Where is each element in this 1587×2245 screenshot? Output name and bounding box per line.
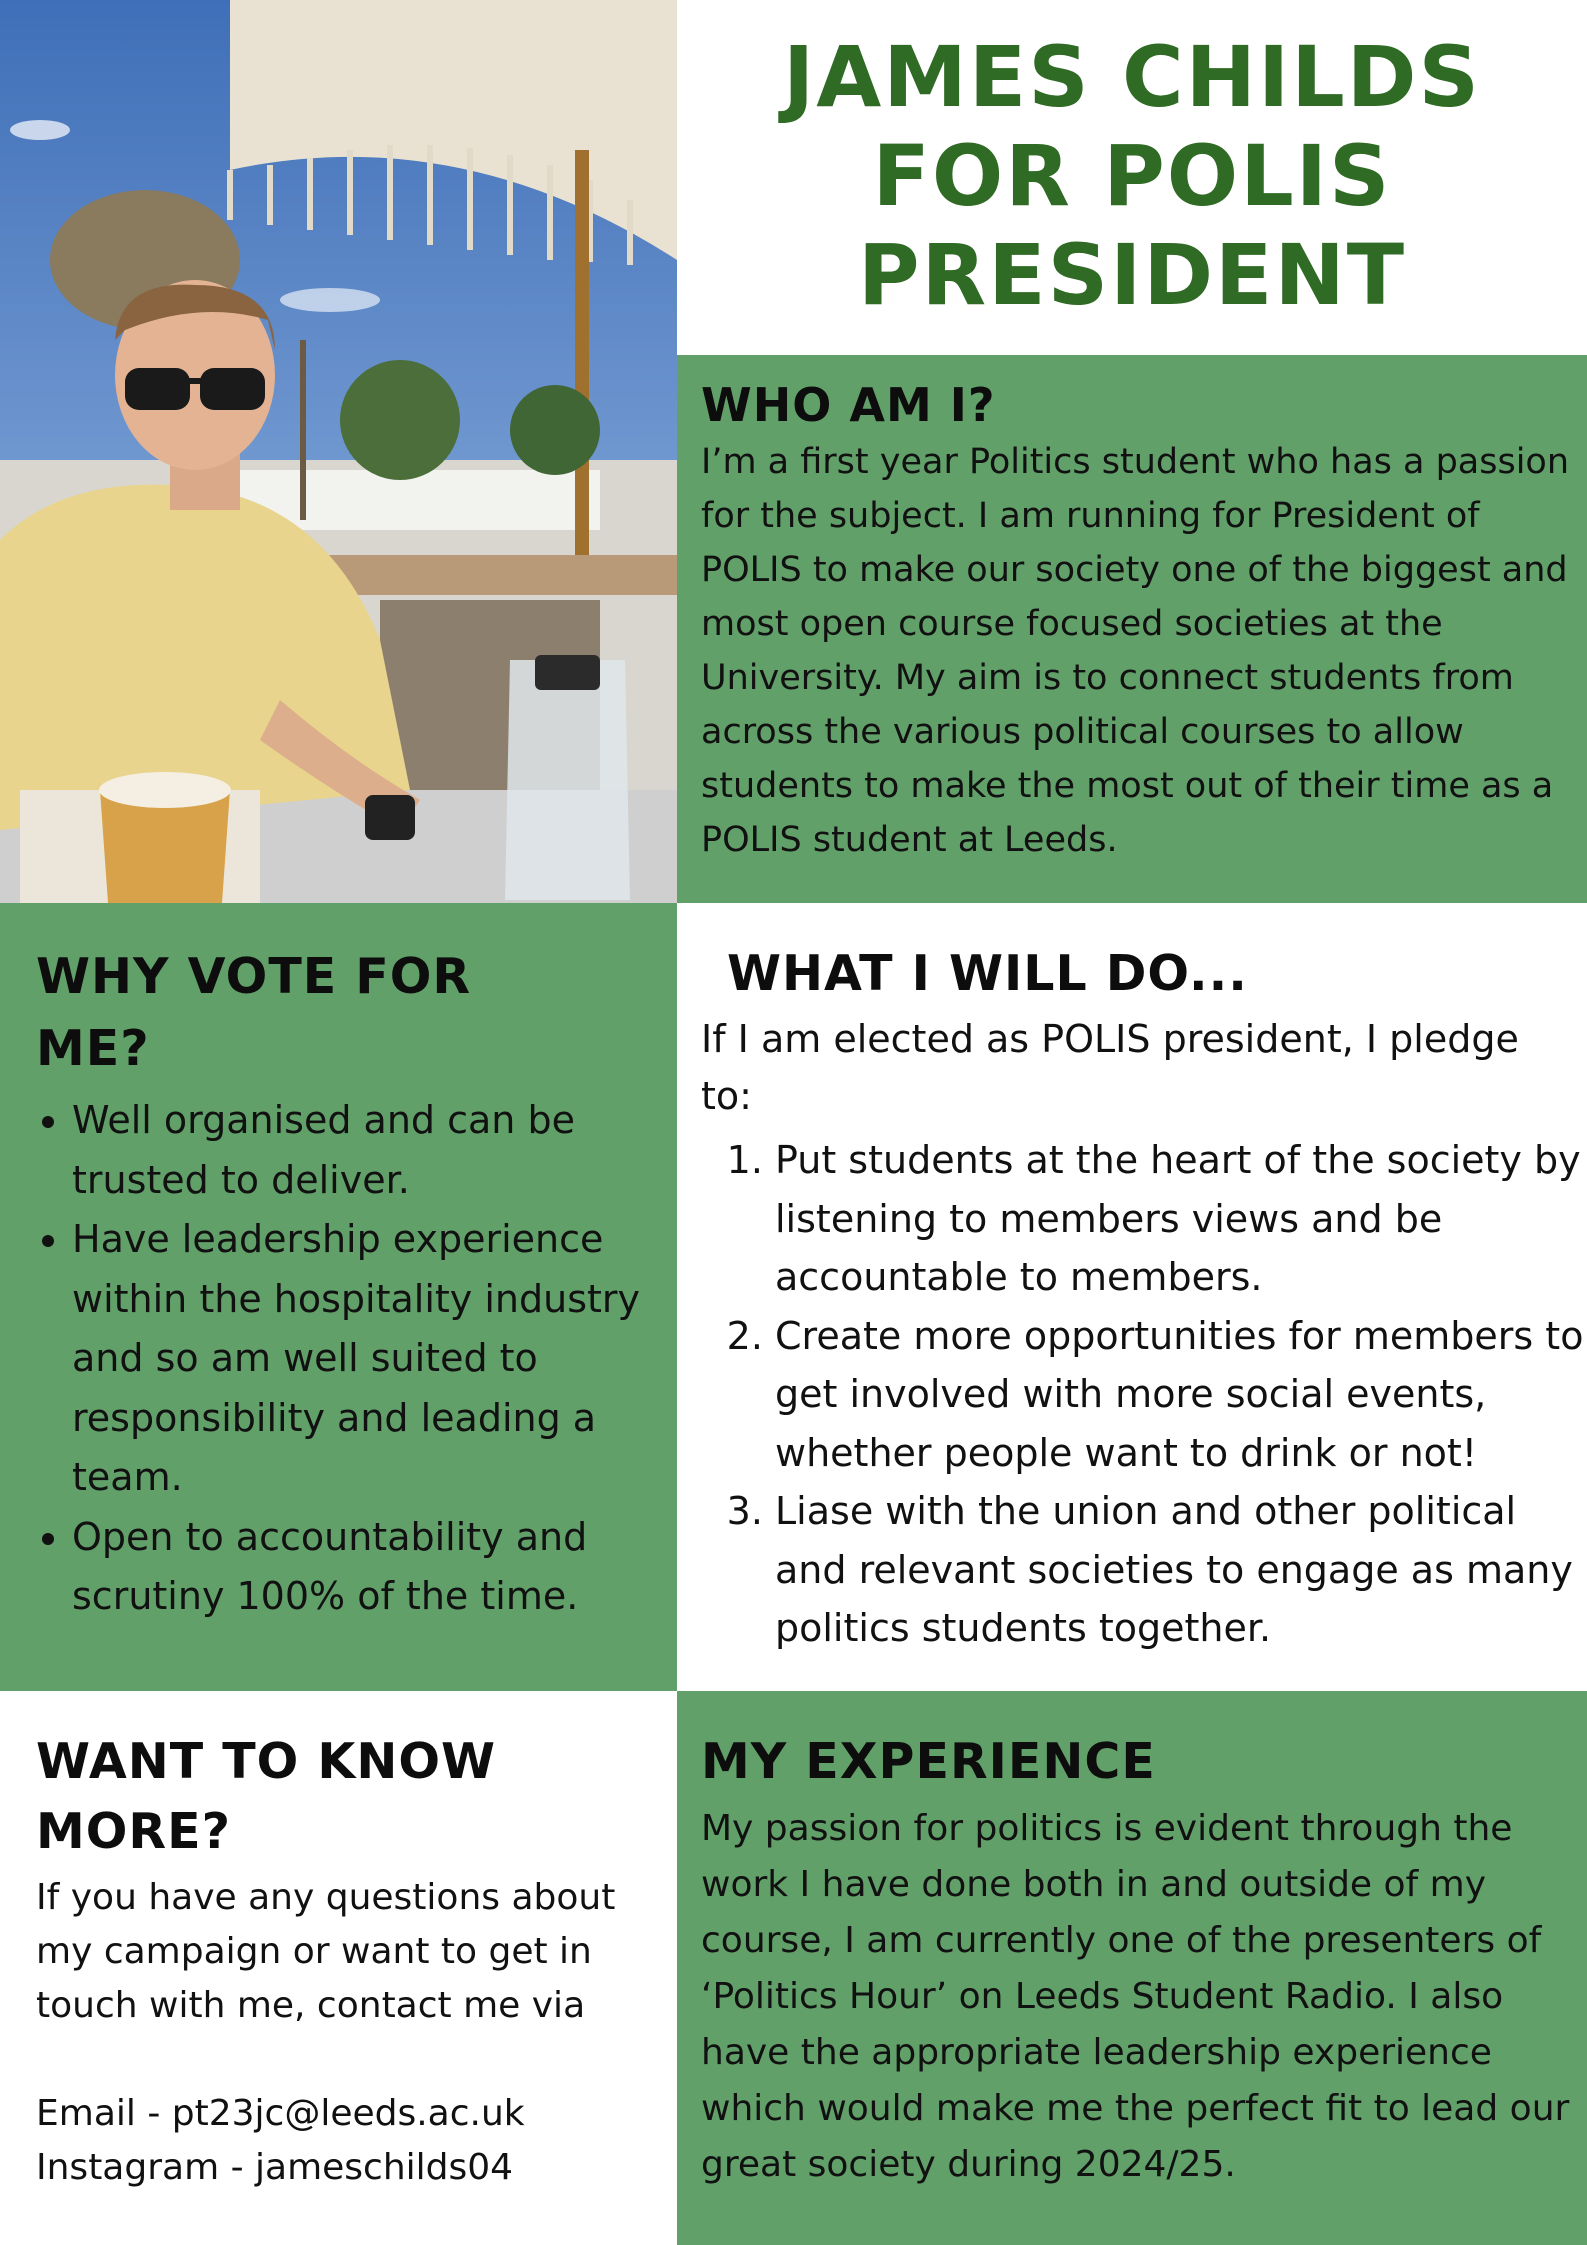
beer-foam: [99, 772, 231, 808]
why-vote-heading: WHY VOTE FOR ME?: [36, 948, 472, 1077]
want-to-know-more-heading: WANT TO KNOW MORE?: [36, 1733, 497, 1860]
plant: [340, 360, 460, 480]
list-item: 1. Put students at the heart of the society by listening to members views and be accountable to members.: [775, 1131, 1587, 1307]
who-am-i-body: I’m a first year Politics student who has a passion for the subject. I am running for President of POLIS to make our society one of the biggest and most open course focused societies at the University. My aim is to connect students from across the various political courses to allow students to make the most out of their time as a POLIS student at Leeds.: [701, 442, 1570, 860]
what-i-will-do-heading: WHAT I WILL DO...: [727, 945, 1248, 1002]
who-am-i-section: [677, 355, 1587, 903]
what-i-will-do-section: [677, 903, 1587, 1691]
list-item: • Open to accountability and scrutiny 100% of the time.: [72, 1508, 657, 1627]
contact-intro: If you have any questions about my campaign or want to get in touch with me, contact me via: [36, 1877, 616, 2026]
sunglasses-bridge: [185, 378, 205, 384]
title-panel: [677, 0, 1587, 355]
why-vote-list: [36, 1091, 657, 1627]
list-item: 2. Create more opportunities for members to get involved with more social events, whether people want to drink or not!: [775, 1307, 1587, 1483]
pledge-intro: If I am elected as POLIS president, I pledge to:: [701, 1017, 1519, 1118]
title-line-3: PRESIDENT: [857, 226, 1407, 324]
utility-pole: [300, 340, 306, 520]
title-line-1: JAMES CHILDS: [783, 28, 1481, 126]
sunglasses-right-lens: [200, 368, 265, 410]
instagram-contact: Instagram - jameschilds04: [36, 2147, 514, 2188]
palm: [510, 385, 600, 475]
email-contact: Email - pt23jc@leeds.ac.uk: [36, 2093, 525, 2134]
page-title: [677, 28, 1587, 325]
list-item: • Have leadership experience within the hospitality industry and so am well suited to responsibility and leading a team.: [72, 1210, 657, 1508]
table: [320, 555, 677, 595]
my-experience-section: [677, 1691, 1587, 2245]
cloud: [280, 288, 380, 312]
my-experience-body: My passion for politics is evident through the work I have done both in and outside of my course, I am currently one of the presenters of ‘Politics Hour’ on Leeds Student Radio. I also have the appropriate leadership experience which would make me the perfect fit to lead our great society during 2024/25.: [701, 1808, 1570, 2185]
title-line-2: FOR POLIS: [872, 127, 1392, 225]
want-to-know-more-section: [0, 1691, 677, 2245]
candidate-photo: [0, 0, 677, 903]
contact-details: [36, 2087, 657, 2195]
sunglasses-left-lens: [125, 368, 190, 410]
watch: [365, 795, 415, 840]
pledge-list: [701, 1131, 1587, 1658]
who-am-i-heading: WHO AM I?: [701, 378, 996, 432]
water-bottle: [505, 660, 630, 900]
bottle-cap: [535, 655, 600, 690]
parasol-pole: [575, 150, 589, 590]
list-item: 3. Liase with the union and other political and relevant societies to engage as many politics students together.: [775, 1482, 1587, 1658]
my-experience-heading: MY EXPERIENCE: [701, 1733, 1156, 1790]
list-item: • Well organised and can be trusted to deliver.: [72, 1091, 657, 1210]
why-vote-section: [0, 903, 677, 1691]
cloud: [10, 120, 70, 140]
photo-illustration: [0, 0, 677, 903]
